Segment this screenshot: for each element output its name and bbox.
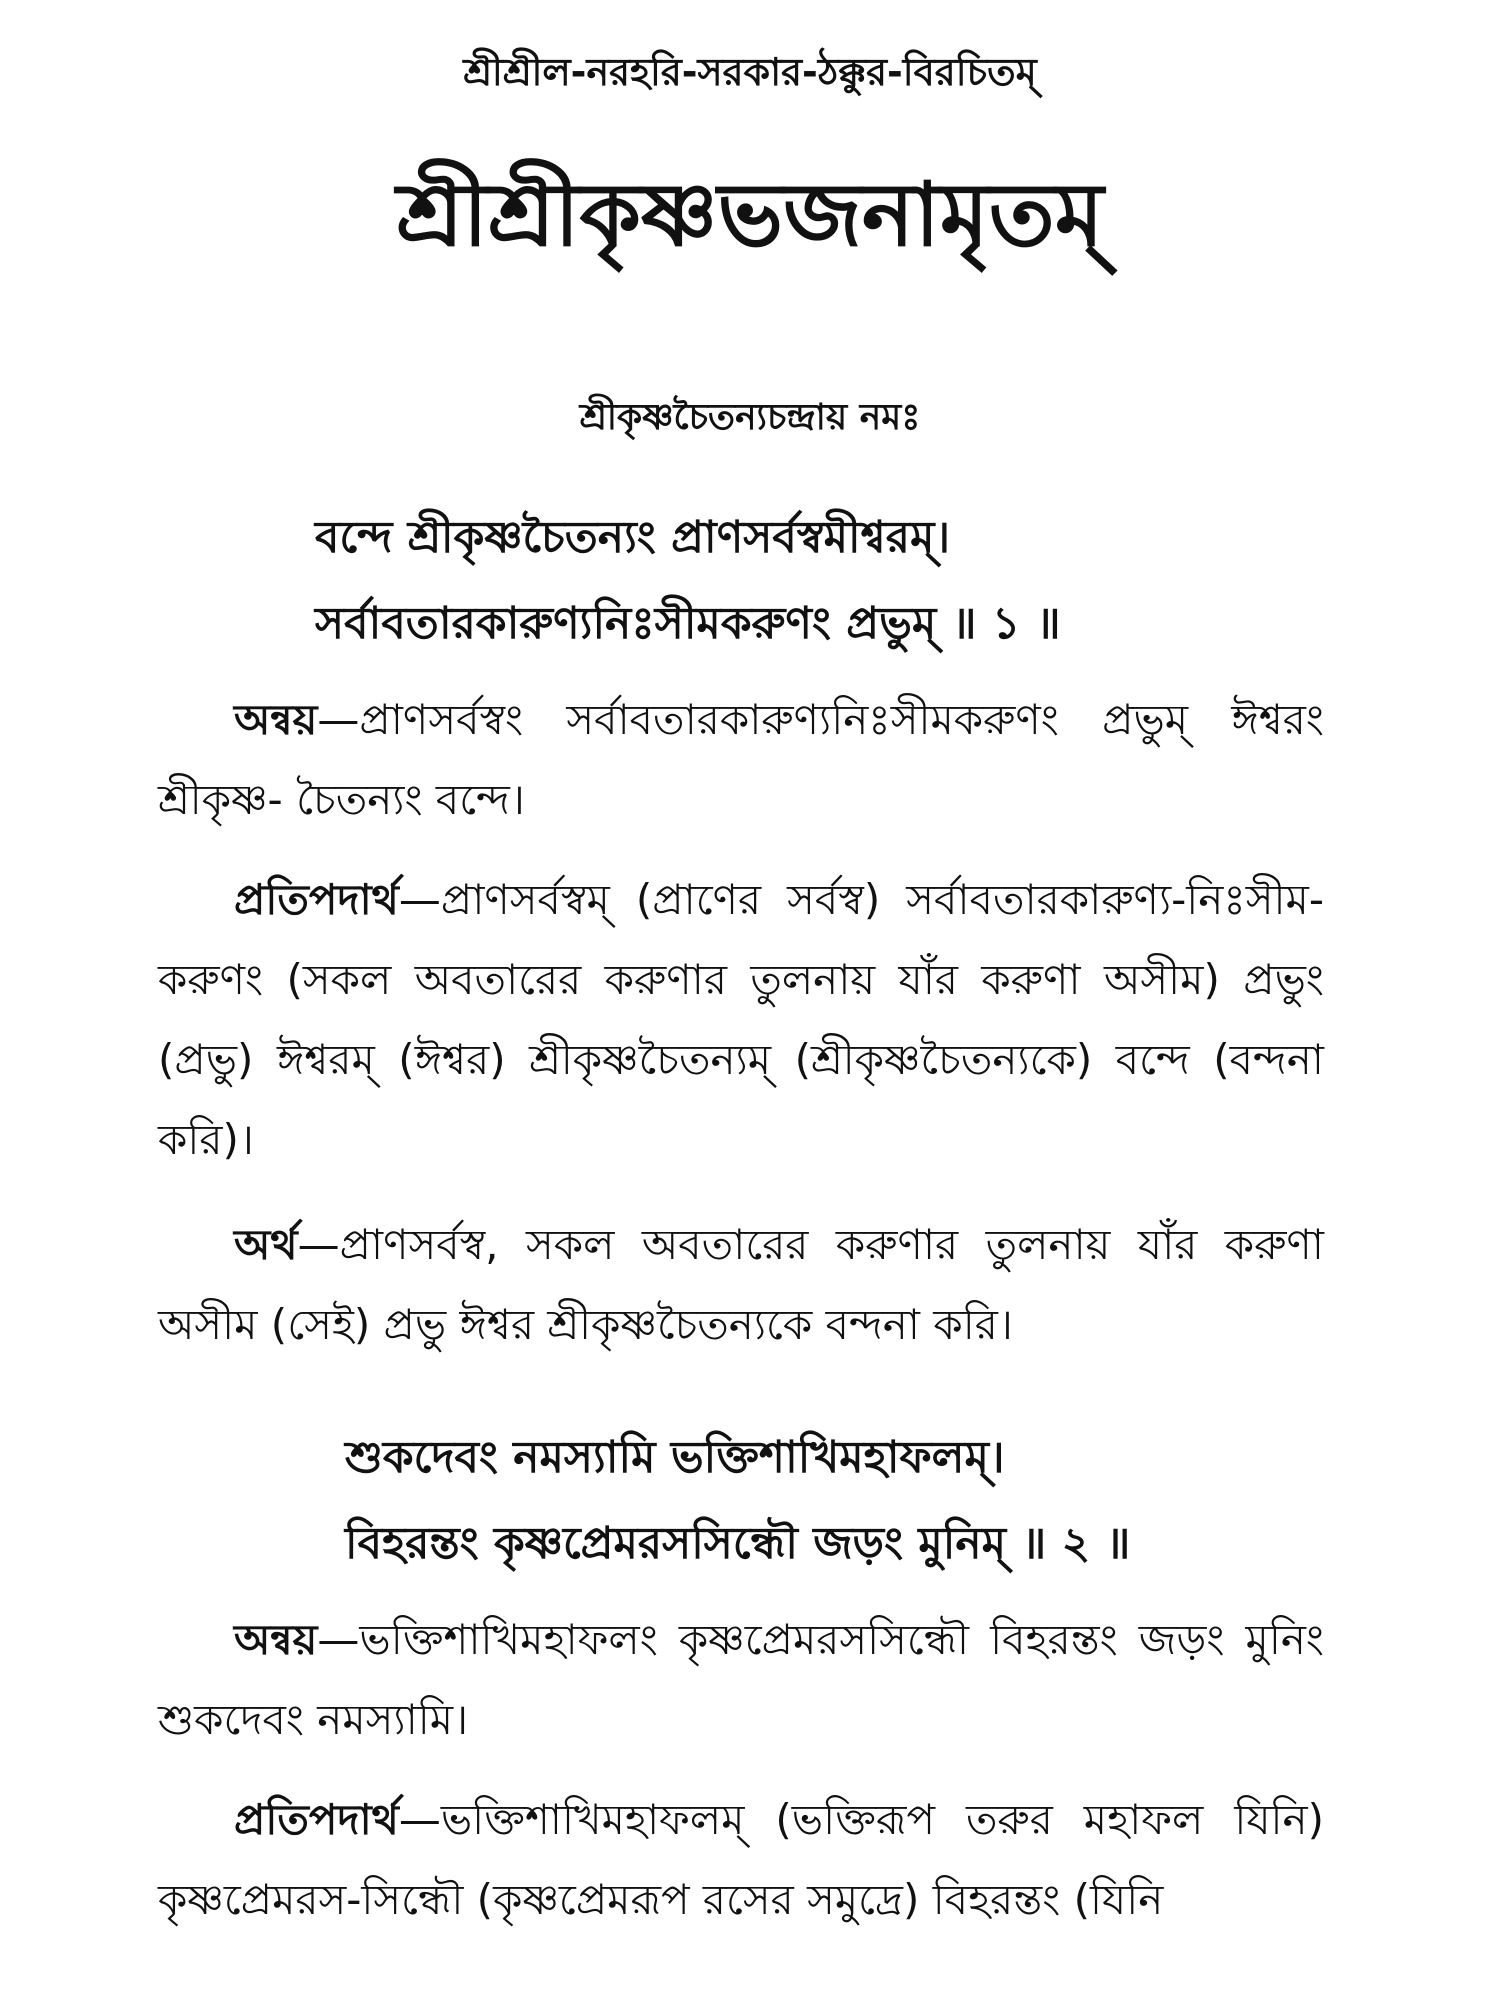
- anvaya-paragraph-1: [158, 680, 1324, 840]
- anvaya-label-1: অন্বয়: [234, 695, 318, 744]
- pratipadartha-label-2: প্রতিপদার্থ: [234, 1795, 399, 1844]
- anvaya-label-2: অন্বয়: [234, 1615, 318, 1664]
- verse-1: [0, 495, 1500, 667]
- page-title: শ্রীশ্রীকৃষ্ণভজনামৃতম্: [396, 163, 1104, 266]
- verse-1-line-2: সর্বাবতারকারুণ্যনিঃসীমকরুণং প্রভুম্ ॥ ১ ॥: [315, 598, 1061, 649]
- invocation-line: শ্রীকৃষ্ণচৈতন্যচন্দ্রায় নমঃ: [579, 397, 921, 438]
- verse-2-line-1: শুকদেবং নমস্যামি ভক্তিশাখিমহাফলম্।: [345, 1432, 1005, 1483]
- pratipadartha-paragraph-1: [158, 860, 1324, 1180]
- pratipadartha-text-1: —প্রাণসর্বস্বম্ (প্রাণের সর্বস্ব) সর্বাবতারকারুণ্য-নিঃসীম-করুণং (সকল অবতারের করুণার তুলনায় যাঁর করুণা অসীম) প্রভুং (প্রভু) ঈশ্বরম্ (ঈশ্বর) শ্রীকৃষ্ণচৈতন্যম্ (শ্রীকৃষ্ণচৈতন্যকে) বন্দে (বন্দনা করি)।: [158, 875, 1324, 1164]
- artha-paragraph-1: [158, 1205, 1324, 1365]
- artha-label-1: অর্থ: [234, 1220, 298, 1269]
- verse-1-line-1: বন্দে শ্রীকৃষ্ণচৈতন্যং প্রাণসর্বস্বমীশ্বরম্।: [315, 512, 951, 563]
- artha-text-1: —প্রাণসর্বস্ব, সকল অবতারের করুণার তুলনায় যাঁর করুণা অসীম (সেই) প্রভু ঈশ্বর শ্রীকৃষ্ণচৈতন্যকে বন্দনা করি।: [158, 1220, 1324, 1349]
- author-line: শ্রীশ্রীল-নরহরি-সরকার-ঠক্কুর-বিরচিতম্: [463, 50, 1037, 94]
- anvaya-text-1: —প্রাণসর্বস্বং সর্বাবতারকারুণ্যনিঃসীমকরুণং প্রভুম্ ঈশ্বরং শ্রীকৃষ্ণ- চৈতন্যং বন্দে।: [158, 695, 1324, 824]
- pratipadartha-label-1: প্রতিপদার্থ: [234, 875, 399, 924]
- verse-2-line-2: বিহরন্তং কৃষ্ণপ্রেমরসসিন্ধৌ জড়ং মুনিম্ ॥ ২ ॥: [345, 1518, 1131, 1569]
- pratipadartha-paragraph-2: [158, 1780, 1324, 1940]
- anvaya-text-2: —ভক্তিশাখিমহাফলং কৃষ্ণপ্রেমরসসিন্ধৌ বিহরন্তং জড়ং মুনিং শুকদেবং নমস্যামি।: [158, 1615, 1324, 1744]
- verse-2: [0, 1415, 1500, 1587]
- pratipadartha-text-2: —ভক্তিশাখিমহাফলম্ (ভক্তিরূপ তরুর মহাফল যিনি) কৃষ্ণপ্রেমরস-সিন্ধৌ (কৃষ্ণপ্রেমরূপ রসের সমুদ্রে) বিহরন্তং (যিনি: [158, 1795, 1324, 1924]
- anvaya-paragraph-2: [158, 1600, 1324, 1760]
